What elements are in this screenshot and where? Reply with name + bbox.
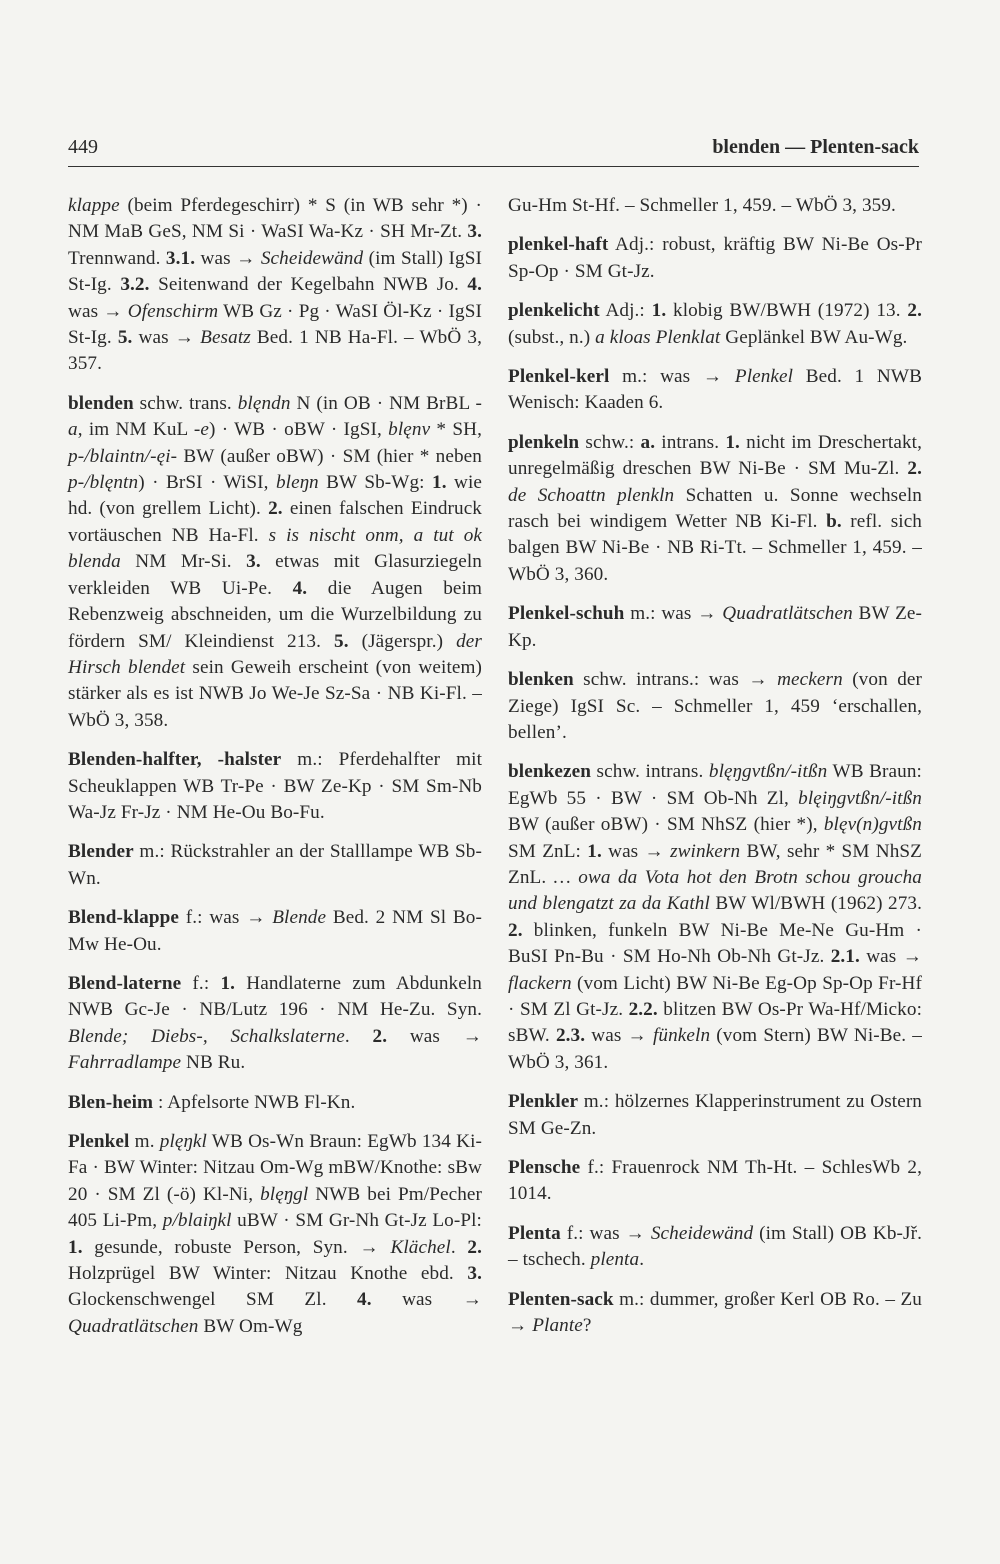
- entry-sense-number: 2.: [508, 919, 523, 941]
- entry-text: f.:: [181, 972, 221, 994]
- entry-text: was →: [371, 1289, 482, 1311]
- entry-italic-text: Blende; Diebs-, Schalkslaterne: [68, 1025, 345, 1047]
- entry-text: NB Ru.: [181, 1052, 246, 1074]
- entry-sense-number: 3.: [246, 551, 261, 573]
- dictionary-entry: [508, 193, 922, 219]
- dictionary-entry: [508, 232, 922, 285]
- entry-italic-text: Quadratlätschen: [722, 603, 853, 625]
- entry-italic-text: Fahrradlampe: [68, 1052, 182, 1074]
- entry-sense-number: 3.: [467, 221, 482, 243]
- entry-headword: blenden: [68, 392, 134, 414]
- entry-headword: Plensche: [508, 1157, 581, 1178]
- entry-text: m.: was →: [609, 366, 735, 388]
- entry-italic-text: Plante: [532, 1315, 583, 1337]
- entry-headword: blenkezen: [508, 761, 591, 783]
- entry-sense-number: 3.: [467, 1263, 482, 1285]
- dictionary-entry: [68, 839, 482, 892]
- entry-text: .: [639, 1249, 645, 1271]
- entry-text: Bed. 1 NWB Wenisch: Kaaden 6.: [508, 366, 922, 414]
- entry-text: m.: Rückstrahler an der Stalllampe WB Sb-Wn.: [68, 841, 482, 889]
- entry-italic-text: Scheidewänd: [260, 247, 364, 269]
- entry-headword: Plenten-sack: [508, 1288, 614, 1310]
- entry-text: was →: [68, 300, 128, 322]
- entry-sense-number: 4.: [292, 577, 308, 599]
- entry-text: Geplänkel BW Au-Wg.: [720, 326, 908, 348]
- entry-text: wie hd. (von grellem Licht).: [68, 472, 482, 520]
- entry-sense-number: 5.: [117, 327, 133, 349]
- entry-text: (Jägerspr.): [348, 630, 457, 652]
- entry-italic-text: Quadratlätschen: [68, 1315, 199, 1337]
- entry-text: WB Gz · Pg · WaSI Öl-Kz · IgSI St-Ig.: [68, 300, 482, 349]
- entry-text: einen falschen Eindruck vortäuschen NB Ha-Fl.: [68, 498, 483, 546]
- entry-text: f.: Frauenrock NM Th-Ht. – SchlesWb 2, 1014.: [508, 1157, 922, 1205]
- right-column: [508, 193, 922, 1352]
- dictionary-entry: [68, 1090, 482, 1116]
- entry-text: was →: [601, 840, 671, 862]
- entry-italic-text: -a: [68, 392, 482, 441]
- entry-text: ) · WB · oBW · IgSI,: [208, 419, 389, 441]
- entry-text: (im Stall) IgSI St-Ig.: [68, 247, 482, 296]
- entry-text: nicht im Dreschertakt, unregelmäßig dreschen BW Ni-Be · SM Mu-Zl.: [508, 431, 922, 480]
- entry-text: was →: [859, 946, 922, 968]
- entry-headword: Plenkel-kerl: [508, 366, 610, 388]
- entry-sense-number: 2.1.: [830, 946, 860, 968]
- entry-text: NWB bei Pm/Pecher 405 Li-Pm,: [68, 1183, 483, 1232]
- entry-headword: Blend-laterne: [68, 972, 182, 994]
- entry-text: .: [344, 1025, 373, 1047]
- entry-sense-number: 1.: [725, 431, 740, 453]
- entry-text: f.: was →: [179, 907, 273, 929]
- entry-italic-text: blęŋgl: [260, 1183, 309, 1205]
- entry-text: SM ZnL:: [508, 840, 588, 862]
- entry-text: uBW · SM Gr-Nh Gt-Jz Lo-Pl:: [231, 1210, 482, 1232]
- entry-italic-text: a kloas Plenklat: [595, 326, 721, 348]
- entry-italic-text: blęŋgvtßn/-itßn: [708, 761, 828, 783]
- dictionary-entry: [508, 601, 922, 654]
- entry-sense-number: 2.: [907, 458, 922, 480]
- entry-text: Schatten u. Sonne wechseln rasch bei windigem Wetter NB Ki-Fl.: [508, 484, 922, 533]
- entry-text: ) · BrSI · WiSI,: [138, 472, 276, 494]
- entry-italic-text: klappe: [68, 195, 120, 216]
- entry-text: BW Sb-Wg:: [318, 472, 432, 494]
- dictionary-entry: [508, 1155, 922, 1208]
- entry-text: NM Mr-Si.: [120, 551, 247, 573]
- page-number: 449: [68, 136, 98, 158]
- entry-text: , im NM KuL: [77, 419, 194, 441]
- entry-text: N (in OB · NM BrBL: [290, 392, 476, 414]
- entry-text: Bed. 1 NB Ha-Fl. – WbÖ 3, 357.: [68, 327, 483, 375]
- entry-sense-number: 1.: [220, 972, 236, 994]
- entry-text: m.: [129, 1131, 160, 1152]
- entry-text: schw. trans.: [133, 392, 238, 414]
- entry-text: ?: [582, 1315, 592, 1337]
- entry-text: (vom Stern) BW Ni-Be. – WbÖ 3, 361.: [508, 1025, 922, 1073]
- entry-text: BW Wl/BWH (1962) 273.: [709, 893, 922, 915]
- entry-text: was →: [585, 1025, 653, 1047]
- dictionary-entry: [508, 759, 922, 1076]
- entry-italic-text: plęŋkl: [159, 1131, 207, 1152]
- entry-text: Seitenwand der Kegelbahn NWB Jo.: [149, 274, 468, 296]
- entry-sense-number: 1.: [587, 840, 602, 862]
- entry-sense-number: 2.: [372, 1025, 388, 1047]
- dictionary-entry: [68, 1129, 482, 1340]
- entry-sense-number: 4.: [467, 274, 482, 296]
- entry-text: m.: dummer, großer Kerl OB Ro. – Zu →: [508, 1288, 922, 1337]
- entry-italic-text: blęv(n)gvtßn: [823, 814, 922, 836]
- entry-italic-text: plenta: [590, 1249, 640, 1271]
- entry-headword: plenkeln: [508, 431, 580, 453]
- entry-sense-number: 3.2.: [120, 274, 150, 296]
- entry-text: gesunde, robuste Person, Syn. →: [82, 1236, 391, 1258]
- entry-text: BW, sehr * SM NhSZ ZnL.: [508, 840, 922, 888]
- entry-text: m.: hölzernes Klapperinstrument zu Ostern SM Ge-Zn.: [508, 1091, 922, 1139]
- entry-text: schw. intrans.: was →: [573, 669, 778, 691]
- entry-italic-text: Plenkel: [734, 366, 794, 388]
- entry-headword: Plenkler: [508, 1091, 579, 1113]
- entry-italic-text: s is nischt onm, a tut ok blenda: [68, 524, 483, 573]
- running-head: blenden — Plenten-sack: [712, 136, 919, 158]
- entry-text: was →: [195, 247, 261, 269]
- entry-italic-text: Klächel: [390, 1236, 451, 1258]
- entry-text: Adj.: robust, kräftig BW Ni-Be Os-Pr Sp-Op · SM Gt-Jz.: [508, 234, 922, 282]
- entry-text: (beim Pferdegeschirr) * S (in WB sehr *) · NM MaB GeS, NM Si · WaSI Wa-Kz · SH Mr-Zt.: [68, 195, 482, 243]
- entry-text: was →: [132, 327, 201, 349]
- entry-text: blitzen BW Os-Pr Wa-Hf/Micko: sBW.: [508, 998, 922, 1047]
- entry-text: BW (außer oBW) · SM (hier * neben: [177, 445, 482, 467]
- dictionary-entry: [68, 391, 482, 734]
- entry-italic-text: -e: [193, 419, 209, 441]
- entry-text: BW Ze-Kp.: [508, 603, 922, 651]
- entry-italic-text: blęiŋgvtßn/-itßn: [798, 787, 922, 809]
- entry-text: die Augen beim Rebenzweig abschneiden, um die Wurzelbildung zu fördern SM/ Kleindienst 213.: [68, 577, 483, 652]
- entry-sense-number: 5.: [334, 630, 349, 652]
- entry-sense-number: 2.2.: [628, 998, 658, 1020]
- entry-text: * SH,: [430, 419, 482, 441]
- entry-text: WB Braun: EgWb 55 · BW · SM Ob-Nh Zl,: [508, 761, 922, 809]
- entry-text: Holzprügel BW Winter: Nitzau Knothe ebd.: [68, 1263, 468, 1285]
- left-column: [68, 193, 482, 1353]
- entry-text: .: [450, 1236, 468, 1258]
- entry-headword: Plenkel: [68, 1131, 130, 1152]
- dictionary-entry: [508, 430, 922, 588]
- entry-sense-number: 4.: [357, 1289, 372, 1311]
- entry-italic-text: flackern: [508, 972, 572, 994]
- entry-italic-text: Besatz: [200, 327, 251, 349]
- entry-sense-number: 2.: [268, 498, 283, 520]
- entry-headword: Plenkel-schuh: [508, 603, 625, 625]
- entry-italic-text: fünkeln: [652, 1025, 711, 1047]
- entry-text: Glockenschwengel SM Zl.: [68, 1289, 358, 1311]
- entry-sense-number: 2.: [907, 300, 922, 322]
- page-header: [68, 136, 919, 167]
- entry-text: WB Os-Wn Braun: EgWb 134 Ki-Fa · BW Winter: Nitzau Om-Wg mBW/Knothe: sBw 20 · SM Zl (-ö) Kl-Ni,: [68, 1131, 482, 1205]
- entry-text: Adj.:: [599, 300, 652, 322]
- entry-text: was →: [387, 1025, 482, 1047]
- entry-text: (im Stall) OB Kb-Jř. – tschech.: [508, 1222, 922, 1271]
- entry-text: (vom Licht) BW Ni-Be Eg-Op Sp-Op Fr-Hf · SM Zl Gt-Jz.: [508, 972, 922, 1020]
- entry-headword: Blender: [68, 841, 134, 863]
- dictionary-entry: [508, 1287, 922, 1340]
- entry-italic-text: Ofenschirm: [127, 300, 219, 322]
- entry-italic-text: p-/blęntn: [68, 472, 139, 494]
- entry-italic-text: p/blaiŋkl: [162, 1210, 232, 1232]
- entry-text: sein Geweih erscheint (von weitem) stärker als es ist NWB Jo We-Je Sz-Sa · NB Ki-Fl. – WbÖ 3, 358.: [68, 656, 483, 731]
- entry-italic-text: p-/blaintn/-ęi-: [68, 445, 178, 467]
- entry-text: m.: was →: [624, 603, 723, 625]
- entry-text: (subst., n.): [508, 326, 596, 348]
- dictionary-entry: [68, 193, 482, 378]
- entry-sense-number: 1.: [68, 1236, 83, 1258]
- entry-text: intrans.: [655, 431, 726, 453]
- entry-headword: blenken: [508, 669, 574, 691]
- entry-headword: Blenden-halfter, -halster: [68, 749, 282, 771]
- entry-italic-text: Blende: [272, 907, 327, 929]
- entry-italic-text: blęnv: [388, 419, 431, 441]
- entry-text: f.: was →: [560, 1222, 651, 1244]
- entry-text: Gu-Hm St-Hf. – Schmeller 1, 459. – WbÖ 3, 359.: [508, 195, 896, 216]
- entry-text: refl. sich balgen BW Ni-Be · NB Ri-Tt. – Schmeller 1, 459. – WbÖ 3, 360.: [508, 511, 923, 585]
- entry-italic-text: blęndn: [237, 392, 291, 414]
- entry-headword: Blen-heim: [68, 1091, 154, 1113]
- entry-italic-text: der Hirsch blendet: [68, 630, 482, 678]
- entry-headword: plenkel-haft: [508, 234, 609, 256]
- entry-text: (von der Ziege) IgSI Sc. – Schmeller 1, 459 ‘erschallen, bellen’.: [508, 669, 922, 743]
- dictionary-entry: [508, 1221, 922, 1274]
- entry-text: klobig BW/BWH (1972) 13.: [666, 300, 908, 322]
- entry-sense-number: 2.: [467, 1236, 483, 1258]
- entry-text: etwas mit Glasurziegeln verkleiden WB Ui-Pe.: [68, 551, 482, 599]
- dictionary-entry: [508, 364, 922, 417]
- dictionary-entry: [68, 905, 482, 958]
- dictionary-entry: [508, 298, 922, 351]
- entry-italic-text: de Schoattn plenkln: [508, 484, 675, 506]
- entry-headword: Plenta: [508, 1222, 561, 1244]
- entry-italic-text: … owa da Vota hot den Brotn schou groucha und blengatzt za da Kathl: [508, 866, 922, 915]
- entry-text: BW Om-Wg: [198, 1315, 303, 1337]
- entry-text: : Apfelsorte NWB Fl-Kn.: [153, 1091, 356, 1113]
- entry-text: schw. intrans.: [590, 761, 709, 783]
- entry-text: BW (außer oBW) · SM NhSZ (hier *),: [508, 814, 824, 836]
- dictionary-entry: [68, 971, 482, 1077]
- entry-sense-number: 3.1.: [165, 247, 196, 269]
- entry-text: schw.:: [579, 431, 641, 453]
- entry-italic-text: Scheidewänd: [650, 1222, 754, 1244]
- entry-text: Handlaterne zum Abdunkeln NWB Gc-Je · NB/Lutz 196 · NM He-Zu. Syn.: [68, 972, 482, 1021]
- entry-text: blinken, funkeln BW Ni-Be Me-Ne Gu-Hm · BuSI Pn-Bu · SM Ho-Nh Ob-Nh Gt-Jz.: [508, 919, 922, 968]
- dictionary-entry: [68, 747, 482, 826]
- dictionary-entry: [508, 667, 922, 746]
- entry-italic-text: zwinkern: [670, 840, 741, 862]
- dictionary-entry: [508, 1089, 922, 1142]
- entry-italic-text: meckern: [777, 669, 843, 691]
- entry-sense-number: 1.: [432, 472, 447, 494]
- entry-headword: Blend-klappe: [68, 907, 180, 929]
- entry-sense-number: 2.3.: [555, 1025, 586, 1047]
- entry-italic-text: bleŋn: [275, 472, 319, 494]
- entry-sense-number: 1.: [651, 300, 667, 322]
- entry-text: Trennwand.: [68, 247, 166, 269]
- entry-text: Bed. 2 NM Sl Bo-Mw He-Ou.: [68, 907, 482, 955]
- entry-headword: plenkelicht: [508, 300, 600, 322]
- entry-sense-number: b.: [826, 511, 842, 533]
- entry-sense-number: a.: [640, 431, 656, 453]
- entry-text: m.: Pferdehalfter mit Scheuklappen WB Tr-Pe · BW Ze-Kp · SM Sm-Nb Wa-Jz Fr-Jz · NM He-Ou Bo-Fu.: [68, 749, 482, 823]
